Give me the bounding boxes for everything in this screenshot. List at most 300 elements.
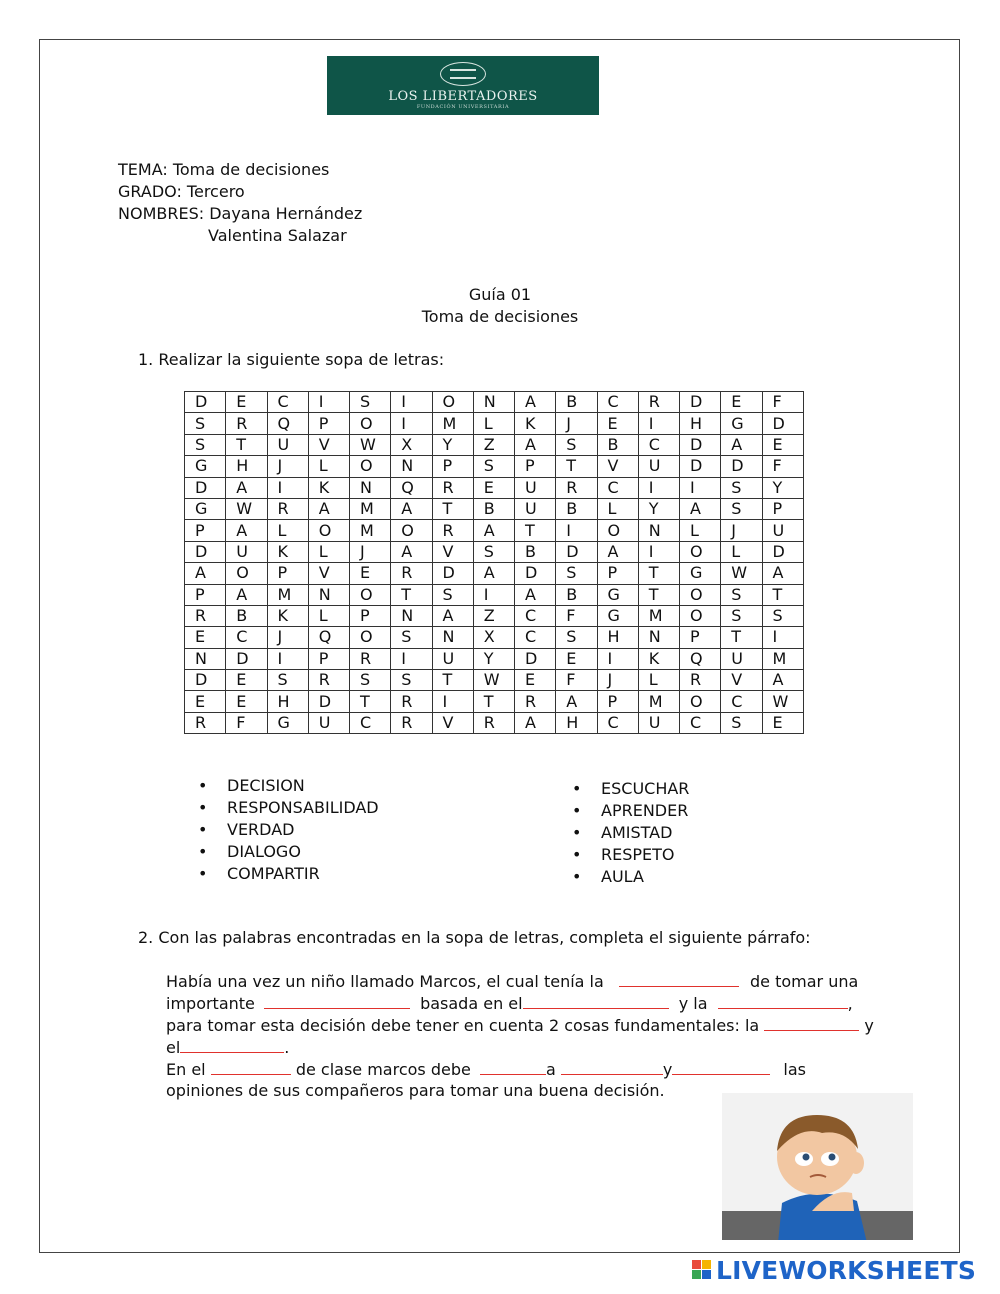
- grid-cell[interactable]: S: [267, 670, 308, 691]
- grid-cell[interactable]: G: [597, 584, 638, 605]
- grid-cell[interactable]: G: [267, 712, 308, 733]
- grid-cell[interactable]: J: [597, 670, 638, 691]
- grid-cell[interactable]: S: [556, 563, 597, 584]
- grid-cell[interactable]: N: [308, 584, 349, 605]
- grid-cell[interactable]: P: [308, 413, 349, 434]
- paragraph-text: Había una vez un niño llamado Marcos, el cual tenía la: [166, 972, 604, 991]
- grid-cell[interactable]: E: [597, 413, 638, 434]
- logo-name: LOS LIBERTADORES: [388, 88, 538, 104]
- grid-cell[interactable]: L: [680, 520, 721, 541]
- grid-cell[interactable]: B: [556, 392, 597, 413]
- grid-row: [185, 563, 804, 584]
- grid-cell[interactable]: E: [762, 434, 803, 455]
- paragraph-text: para tomar esta decisión debe tener en cuenta 2 cosas fundamentales: la: [166, 1016, 760, 1035]
- grid-cell[interactable]: H: [267, 691, 308, 712]
- grid-cell[interactable]: U: [432, 648, 473, 669]
- grid-cell[interactable]: O: [350, 456, 391, 477]
- grid-cell[interactable]: M: [432, 413, 473, 434]
- grid-row: [185, 520, 804, 541]
- grid-cell[interactable]: A: [432, 605, 473, 626]
- grid-cell[interactable]: F: [556, 605, 597, 626]
- grid-cell[interactable]: F: [226, 712, 267, 733]
- grid-cell[interactable]: R: [391, 691, 432, 712]
- grid-cell[interactable]: W: [350, 434, 391, 455]
- grid-row: [185, 392, 804, 413]
- answer-blank[interactable]: [672, 1058, 770, 1075]
- grid-cell[interactable]: P: [680, 627, 721, 648]
- grid-cell[interactable]: C: [680, 712, 721, 733]
- grid-cell[interactable]: D: [680, 392, 721, 413]
- grid-cell[interactable]: I: [556, 520, 597, 541]
- grid-cell[interactable]: D: [762, 541, 803, 562]
- grid-cell[interactable]: P: [350, 605, 391, 626]
- grid-cell[interactable]: R: [350, 648, 391, 669]
- grid-cell[interactable]: D: [515, 648, 556, 669]
- grid-cell[interactable]: B: [597, 434, 638, 455]
- grid-cell[interactable]: B: [556, 498, 597, 519]
- word-item: • COMPARTIR: [198, 863, 379, 885]
- grid-cell[interactable]: R: [391, 563, 432, 584]
- grid-cell[interactable]: G: [597, 605, 638, 626]
- paragraph-text: de clase marcos debe: [295, 1060, 471, 1079]
- grid-cell[interactable]: T: [762, 584, 803, 605]
- grid-cell[interactable]: J: [350, 541, 391, 562]
- grid-cell[interactable]: J: [267, 456, 308, 477]
- grid-cell[interactable]: P: [515, 456, 556, 477]
- grid-cell[interactable]: A: [556, 691, 597, 712]
- grid-cell[interactable]: Y: [473, 648, 514, 669]
- grid-cell[interactable]: S: [556, 627, 597, 648]
- word-item: • AULA: [572, 866, 689, 888]
- grid-cell[interactable]: A: [473, 520, 514, 541]
- paragraph-text: el: [166, 1038, 181, 1057]
- grid-cell[interactable]: O: [432, 392, 473, 413]
- grid-cell[interactable]: A: [226, 520, 267, 541]
- grid-cell[interactable]: A: [721, 434, 762, 455]
- grid-cell[interactable]: A: [185, 563, 226, 584]
- word-list-right: [572, 778, 689, 888]
- grid-cell[interactable]: N: [185, 648, 226, 669]
- grid-cell[interactable]: L: [308, 605, 349, 626]
- grid-cell[interactable]: M: [762, 648, 803, 669]
- grid-cell[interactable]: R: [432, 477, 473, 498]
- grid-cell[interactable]: S: [185, 413, 226, 434]
- grid-cell[interactable]: U: [721, 648, 762, 669]
- grid-cell[interactable]: D: [680, 456, 721, 477]
- grid-cell[interactable]: T: [556, 456, 597, 477]
- grid-cell[interactable]: R: [185, 712, 226, 733]
- answer-blank[interactable]: [211, 1058, 291, 1075]
- grid-cell[interactable]: O: [680, 691, 721, 712]
- grid-cell[interactable]: B: [226, 605, 267, 626]
- grid-cell[interactable]: N: [638, 520, 679, 541]
- grid-cell[interactable]: S: [473, 541, 514, 562]
- grid-cell[interactable]: Q: [680, 648, 721, 669]
- grid-cell[interactable]: C: [267, 392, 308, 413]
- grid-cell[interactable]: I: [432, 691, 473, 712]
- grid-cell[interactable]: X: [473, 627, 514, 648]
- university-logo: [327, 56, 599, 115]
- nombres-second: Valentina Salazar: [208, 226, 347, 245]
- grid-cell[interactable]: J: [267, 627, 308, 648]
- grid-cell[interactable]: G: [185, 498, 226, 519]
- grid-cell[interactable]: C: [350, 712, 391, 733]
- grid-cell[interactable]: S: [350, 670, 391, 691]
- grid-cell[interactable]: A: [391, 541, 432, 562]
- grid-cell[interactable]: T: [226, 434, 267, 455]
- grid-cell[interactable]: T: [515, 520, 556, 541]
- grid-cell[interactable]: C: [638, 434, 679, 455]
- grid-cell[interactable]: P: [185, 584, 226, 605]
- grid-cell[interactable]: T: [638, 584, 679, 605]
- brand-name: LIVEWORKSHEETS: [716, 1255, 977, 1285]
- grid-cell[interactable]: U: [638, 456, 679, 477]
- grid-cell[interactable]: K: [515, 413, 556, 434]
- grid-cell[interactable]: R: [556, 477, 597, 498]
- word-item: • DECISION: [198, 775, 379, 797]
- paragraph-text: las: [783, 1060, 806, 1079]
- grid-cell[interactable]: E: [226, 670, 267, 691]
- grid-cell[interactable]: A: [680, 498, 721, 519]
- grid-cell[interactable]: R: [391, 712, 432, 733]
- answer-blank[interactable]: [561, 1058, 663, 1075]
- paragraph-text: .: [284, 1038, 290, 1057]
- grid-cell[interactable]: Y: [432, 434, 473, 455]
- grid-row: [185, 691, 804, 712]
- grid-cell[interactable]: L: [638, 670, 679, 691]
- tema-label: TEMA: Toma de decisiones: [118, 160, 330, 179]
- grid-cell[interactable]: I: [391, 413, 432, 434]
- grid-cell[interactable]: R: [432, 520, 473, 541]
- grid-cell[interactable]: S: [350, 392, 391, 413]
- grid-cell[interactable]: O: [350, 627, 391, 648]
- grid-cell[interactable]: S: [721, 605, 762, 626]
- grid-cell[interactable]: E: [473, 477, 514, 498]
- paragraph-text: ,: [847, 994, 853, 1013]
- grid-cell[interactable]: M: [638, 605, 679, 626]
- grid-cell[interactable]: S: [391, 670, 432, 691]
- grid-cell[interactable]: K: [308, 477, 349, 498]
- grid-cell[interactable]: O: [226, 563, 267, 584]
- word-list-left: [198, 775, 379, 885]
- grid-cell[interactable]: F: [762, 392, 803, 413]
- grid-cell[interactable]: U: [515, 477, 556, 498]
- grid-cell[interactable]: G: [721, 413, 762, 434]
- grid-cell[interactable]: O: [308, 520, 349, 541]
- paragraph-text: y: [662, 1060, 673, 1079]
- grid-cell[interactable]: P: [597, 563, 638, 584]
- nombres-label: NOMBRES: Dayana Hernández: [118, 204, 363, 223]
- grid-cell[interactable]: P: [185, 520, 226, 541]
- grid-cell[interactable]: C: [597, 712, 638, 733]
- liveworksheets-brand: [692, 1256, 976, 1284]
- grid-cell[interactable]: O: [680, 584, 721, 605]
- grid-cell[interactable]: P: [597, 691, 638, 712]
- grid-cell[interactable]: U: [267, 434, 308, 455]
- grid-cell[interactable]: T: [473, 691, 514, 712]
- grid-cell[interactable]: E: [721, 392, 762, 413]
- grid-cell[interactable]: R: [267, 498, 308, 519]
- grid-cell[interactable]: A: [308, 498, 349, 519]
- grid-cell[interactable]: Q: [391, 477, 432, 498]
- grid-cell[interactable]: T: [432, 498, 473, 519]
- grid-cell[interactable]: I: [308, 392, 349, 413]
- paragraph-text: importante: [166, 994, 255, 1013]
- grid-cell[interactable]: M: [267, 584, 308, 605]
- grid-cell[interactable]: S: [391, 627, 432, 648]
- grid-cell[interactable]: B: [515, 541, 556, 562]
- paragraph-text: a: [545, 1060, 556, 1079]
- grid-cell[interactable]: I: [638, 477, 679, 498]
- grid-cell[interactable]: A: [515, 434, 556, 455]
- grid-cell[interactable]: O: [391, 520, 432, 541]
- paragraph-text: y: [864, 1016, 874, 1035]
- grid-cell[interactable]: I: [267, 477, 308, 498]
- word-search-grid: [184, 391, 804, 734]
- grid-cell[interactable]: D: [556, 541, 597, 562]
- grid-cell[interactable]: R: [515, 691, 556, 712]
- grid-cell[interactable]: C: [597, 392, 638, 413]
- grid-cell[interactable]: I: [473, 584, 514, 605]
- grid-cell[interactable]: B: [556, 584, 597, 605]
- grid-cell[interactable]: D: [515, 563, 556, 584]
- answer-blank[interactable]: [764, 1014, 859, 1031]
- grid-cell[interactable]: T: [721, 627, 762, 648]
- grid-cell[interactable]: Y: [638, 498, 679, 519]
- grid-row: [185, 498, 804, 519]
- grid-cell[interactable]: E: [185, 627, 226, 648]
- grid-cell[interactable]: T: [391, 584, 432, 605]
- grid-cell[interactable]: Q: [308, 627, 349, 648]
- grid-row: [185, 456, 804, 477]
- grid-cell[interactable]: L: [721, 541, 762, 562]
- grid-cell[interactable]: D: [308, 691, 349, 712]
- grid-cell[interactable]: A: [515, 584, 556, 605]
- grid-cell[interactable]: A: [473, 563, 514, 584]
- grid-cell[interactable]: F: [556, 670, 597, 691]
- grid-cell[interactable]: N: [473, 392, 514, 413]
- grid-cell[interactable]: S: [185, 434, 226, 455]
- grid-cell[interactable]: U: [638, 712, 679, 733]
- grid-cell[interactable]: X: [391, 434, 432, 455]
- grid-cell[interactable]: N: [638, 627, 679, 648]
- grid-row: [185, 670, 804, 691]
- grid-cell[interactable]: S: [721, 712, 762, 733]
- grid-cell[interactable]: C: [515, 627, 556, 648]
- grid-cell[interactable]: A: [515, 712, 556, 733]
- grid-cell[interactable]: O: [350, 584, 391, 605]
- grid-cell[interactable]: R: [308, 670, 349, 691]
- grid-cell[interactable]: D: [680, 434, 721, 455]
- guide-number: Guía 01: [468, 285, 532, 304]
- word-item: • VERDAD: [198, 819, 379, 841]
- grid-cell[interactable]: O: [680, 605, 721, 626]
- grid-cell[interactable]: A: [762, 670, 803, 691]
- grid-cell[interactable]: P: [267, 563, 308, 584]
- paragraph-text: basada en el: [420, 994, 523, 1013]
- grid-cell[interactable]: A: [391, 498, 432, 519]
- grid-cell[interactable]: R: [638, 392, 679, 413]
- grid-cell[interactable]: E: [762, 712, 803, 733]
- grid-cell[interactable]: D: [721, 456, 762, 477]
- grid-cell[interactable]: I: [267, 648, 308, 669]
- grid-cell[interactable]: P: [432, 456, 473, 477]
- grid-cell[interactable]: V: [308, 434, 349, 455]
- grid-cell[interactable]: R: [226, 413, 267, 434]
- grid-cell[interactable]: D: [762, 413, 803, 434]
- grid-cell[interactable]: W: [762, 691, 803, 712]
- grid-cell[interactable]: L: [597, 498, 638, 519]
- grid-cell[interactable]: W: [721, 563, 762, 584]
- exercise2-instruction: 2. Con las palabras encontradas en la sopa de letras, completa el siguiente párrafo:: [138, 928, 811, 947]
- answer-blank[interactable]: [718, 992, 848, 1009]
- answer-blank[interactable]: [480, 1058, 546, 1075]
- grid-row: [185, 413, 804, 434]
- grid-cell[interactable]: L: [308, 541, 349, 562]
- grid-cell[interactable]: D: [432, 563, 473, 584]
- grid-cell[interactable]: W: [226, 498, 267, 519]
- grid-cell[interactable]: W: [473, 670, 514, 691]
- grid-cell[interactable]: V: [597, 456, 638, 477]
- grid-cell[interactable]: A: [226, 584, 267, 605]
- grid-cell[interactable]: A: [597, 541, 638, 562]
- grid-cell[interactable]: H: [226, 456, 267, 477]
- grid-row: [185, 712, 804, 733]
- grid-cell[interactable]: V: [721, 670, 762, 691]
- grid-cell[interactable]: A: [762, 563, 803, 584]
- grid-cell[interactable]: M: [350, 498, 391, 519]
- grid-cell[interactable]: N: [350, 477, 391, 498]
- grid-cell[interactable]: P: [762, 498, 803, 519]
- grid-cell[interactable]: N: [432, 627, 473, 648]
- grid-cell[interactable]: G: [185, 456, 226, 477]
- grid-cell[interactable]: U: [308, 712, 349, 733]
- grid-cell[interactable]: E: [185, 691, 226, 712]
- grid-cell[interactable]: Z: [473, 434, 514, 455]
- grid-cell[interactable]: I: [391, 392, 432, 413]
- grid-cell[interactable]: T: [638, 563, 679, 584]
- grid-cell[interactable]: K: [267, 605, 308, 626]
- grid-cell[interactable]: I: [638, 413, 679, 434]
- logo-subtitle: FUNDACIÓN UNIVERSITARIA: [416, 103, 510, 110]
- grid-cell[interactable]: L: [267, 520, 308, 541]
- paragraph-text: En el: [166, 1060, 206, 1079]
- grid-cell[interactable]: V: [432, 712, 473, 733]
- grid-cell[interactable]: S: [762, 605, 803, 626]
- grid-row: [185, 605, 804, 626]
- grid-cell[interactable]: E: [515, 670, 556, 691]
- guide-title: Toma de decisiones: [421, 307, 579, 326]
- grid-cell[interactable]: D: [226, 648, 267, 669]
- grid-cell[interactable]: V: [308, 563, 349, 584]
- grid-cell[interactable]: S: [556, 434, 597, 455]
- grid-row: [185, 648, 804, 669]
- grid-cell[interactable]: K: [267, 541, 308, 562]
- grid-cell[interactable]: I: [638, 541, 679, 562]
- grid-cell[interactable]: C: [597, 477, 638, 498]
- grid-cell[interactable]: V: [432, 541, 473, 562]
- grid-cell[interactable]: T: [350, 691, 391, 712]
- grid-cell[interactable]: I: [762, 627, 803, 648]
- grid-cell[interactable]: R: [473, 712, 514, 733]
- grid-row: [185, 434, 804, 455]
- grid-cell[interactable]: H: [556, 712, 597, 733]
- grid-cell[interactable]: C: [226, 627, 267, 648]
- grid-cell[interactable]: P: [308, 648, 349, 669]
- grid-cell[interactable]: A: [226, 477, 267, 498]
- grid-cell[interactable]: D: [185, 541, 226, 562]
- grid-cell[interactable]: U: [762, 520, 803, 541]
- grid-cell[interactable]: O: [350, 413, 391, 434]
- grid-cell[interactable]: U: [226, 541, 267, 562]
- grid-cell[interactable]: C: [721, 691, 762, 712]
- grid-cell[interactable]: R: [185, 605, 226, 626]
- grid-cell[interactable]: L: [308, 456, 349, 477]
- word-item: • RESPETO: [572, 844, 689, 866]
- grid-cell[interactable]: L: [473, 413, 514, 434]
- grid-cell[interactable]: S: [432, 584, 473, 605]
- grid-cell[interactable]: N: [391, 456, 432, 477]
- answer-blank[interactable]: [264, 992, 410, 1009]
- grid-cell[interactable]: D: [185, 670, 226, 691]
- grid-cell[interactable]: T: [432, 670, 473, 691]
- word-item: • APRENDER: [572, 800, 689, 822]
- grid-cell[interactable]: S: [473, 456, 514, 477]
- grid-cell[interactable]: F: [762, 456, 803, 477]
- grid-cell[interactable]: G: [680, 563, 721, 584]
- paragraph-text: de tomar una: [750, 972, 859, 991]
- grid-cell[interactable]: E: [556, 648, 597, 669]
- answer-blank[interactable]: [523, 992, 669, 1009]
- grid-cell[interactable]: S: [721, 477, 762, 498]
- grid-cell[interactable]: Y: [762, 477, 803, 498]
- grid-cell[interactable]: E: [350, 563, 391, 584]
- crest-icon: [440, 62, 486, 86]
- grid-cell[interactable]: Q: [267, 413, 308, 434]
- answer-blank[interactable]: [180, 1036, 284, 1053]
- grid-cell[interactable]: O: [597, 520, 638, 541]
- grid-cell[interactable]: I: [680, 477, 721, 498]
- grid-cell[interactable]: H: [597, 627, 638, 648]
- grid-cell[interactable]: K: [638, 648, 679, 669]
- grid-cell[interactable]: C: [515, 605, 556, 626]
- grid-cell[interactable]: B: [473, 498, 514, 519]
- grid-cell[interactable]: U: [515, 498, 556, 519]
- grid-cell[interactable]: E: [226, 392, 267, 413]
- grid-cell[interactable]: Z: [473, 605, 514, 626]
- grid-cell[interactable]: D: [185, 392, 226, 413]
- liveworksheets-logo-icon: [692, 1260, 712, 1280]
- grid-cell[interactable]: M: [638, 691, 679, 712]
- grid-cell[interactable]: I: [391, 648, 432, 669]
- answer-blank[interactable]: [619, 970, 739, 987]
- grid-cell[interactable]: M: [350, 520, 391, 541]
- grid-cell[interactable]: E: [226, 691, 267, 712]
- word-item: • AMISTAD: [572, 822, 689, 844]
- grid-cell[interactable]: I: [597, 648, 638, 669]
- grado-label: GRADO: Tercero: [118, 182, 245, 201]
- grid-cell[interactable]: D: [185, 477, 226, 498]
- grid-cell[interactable]: H: [680, 413, 721, 434]
- grid-cell[interactable]: J: [721, 520, 762, 541]
- grid-cell[interactable]: S: [721, 498, 762, 519]
- grid-cell[interactable]: J: [556, 413, 597, 434]
- grid-cell[interactable]: A: [515, 392, 556, 413]
- grid-cell[interactable]: S: [721, 584, 762, 605]
- grid-cell[interactable]: O: [680, 541, 721, 562]
- grid-cell[interactable]: R: [680, 670, 721, 691]
- grid-cell[interactable]: N: [391, 605, 432, 626]
